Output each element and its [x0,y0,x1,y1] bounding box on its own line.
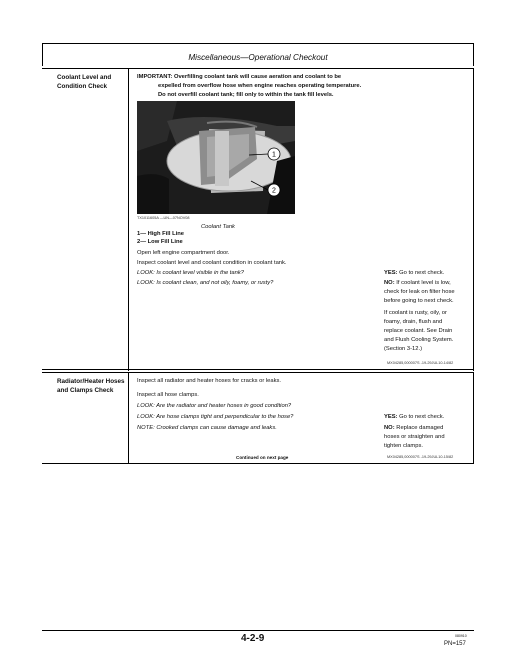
section-rule-bottom [42,369,474,370]
extra-text: (Section 3-12.) [384,346,423,352]
step-text: LOOK: Is coolant clean, and not oily, foamy, or rusty? [137,280,274,286]
extra-text: If coolant is rusty, oily, or [384,310,447,316]
step-text: Inspect all radiator and heater hoses for cracks or leaks. [137,378,282,384]
no-text: check for leak on filter hose [384,289,455,295]
footer-rule [42,630,474,631]
no-label: NO: [384,280,395,286]
callout-1: 1 [272,151,276,159]
step-text: Open left engine compartment door. [137,250,230,256]
yes-text: Go to next check. [399,414,445,420]
section-border-right [473,68,474,371]
no-answer [384,279,451,288]
section-divider [128,68,129,371]
no-text: Replace damaged [396,425,444,431]
coolant-tank-photo [137,101,295,214]
important-line-1: Overfilling coolant tank will cause aeration and coolant to be [173,74,342,80]
no-text: before going to next check. [384,298,454,304]
no-label: NO: [384,425,395,431]
no-answer [384,424,443,433]
continued-note: Continued on next page [236,455,289,460]
legend-item: 1— High Fill Line [137,231,185,237]
coolant-tank-illustration [137,101,295,214]
yes-text: Go to next check. [399,270,445,276]
radiator-section-title: Radiator/Heater Hoses and Clamps Check [57,378,125,394]
photo-code: TX1011605A —UN—07NOV08 [137,216,190,220]
no-text: tighten clamps. [384,443,423,449]
radiator-ref-code: MX04285,000007S -19-29JUL10-15/82 [387,455,454,459]
yes-answer [384,413,444,422]
important-line-3: Do not overfill coolant tank; fill only to within the tank fill levels. [158,92,334,98]
yes-label: YES: [384,270,398,276]
important-line-2: expelled from overflow hose when engine reaches operating temperature. [158,83,362,89]
section-rule-top [42,372,474,373]
extra-text: replace coolant. See Drain [384,328,453,334]
section-rule-bottom [42,463,474,464]
legend-item: 2— Low Fill Line [137,239,183,245]
section-rule-top [42,68,474,69]
step-text: LOOK: Are hose clamps tight and perpendicular to the hose? [137,414,294,420]
coolant-section-title: Coolant Level and Condition Check [57,74,112,90]
important-notice [137,73,341,82]
photo-caption: Coolant Tank [201,224,235,230]
yes-label: YES: [384,414,398,420]
step-text: NOTE: Crooked clamps can cause damage and leaks. [137,425,277,431]
coolant-ref-code: MX04285,000007S -19-29JUL10-14/82 [387,361,454,365]
step-text: Inspect all hose clamps. [137,392,199,398]
footer-date-code: 080910 [455,634,467,638]
extra-text: and Flush Cooling System. [384,337,454,343]
page-number: 4-2-9 [241,633,265,644]
callout-2: 2 [272,187,276,195]
page-header-title: Miscellaneous—Operational Checkout [188,53,328,62]
important-label: IMPORTANT: [137,74,173,80]
step-text: Inspect coolant level and coolant condition in coolant tank. [137,260,287,266]
step-text: LOOK: Are the radiator and heater hoses in good condition? [137,403,292,409]
section-border-right [473,372,474,464]
no-text: If coolant level is low, [396,280,451,286]
header-rule [42,43,474,44]
section-divider [128,372,129,464]
footer-pn: PN=157 [444,641,466,647]
no-text: hoses or straighten and [384,434,445,440]
step-text: LOOK: Is coolant level visible in the tank? [137,270,244,276]
yes-answer [384,269,444,278]
extra-text: foamy, drain, flush and [384,319,443,325]
